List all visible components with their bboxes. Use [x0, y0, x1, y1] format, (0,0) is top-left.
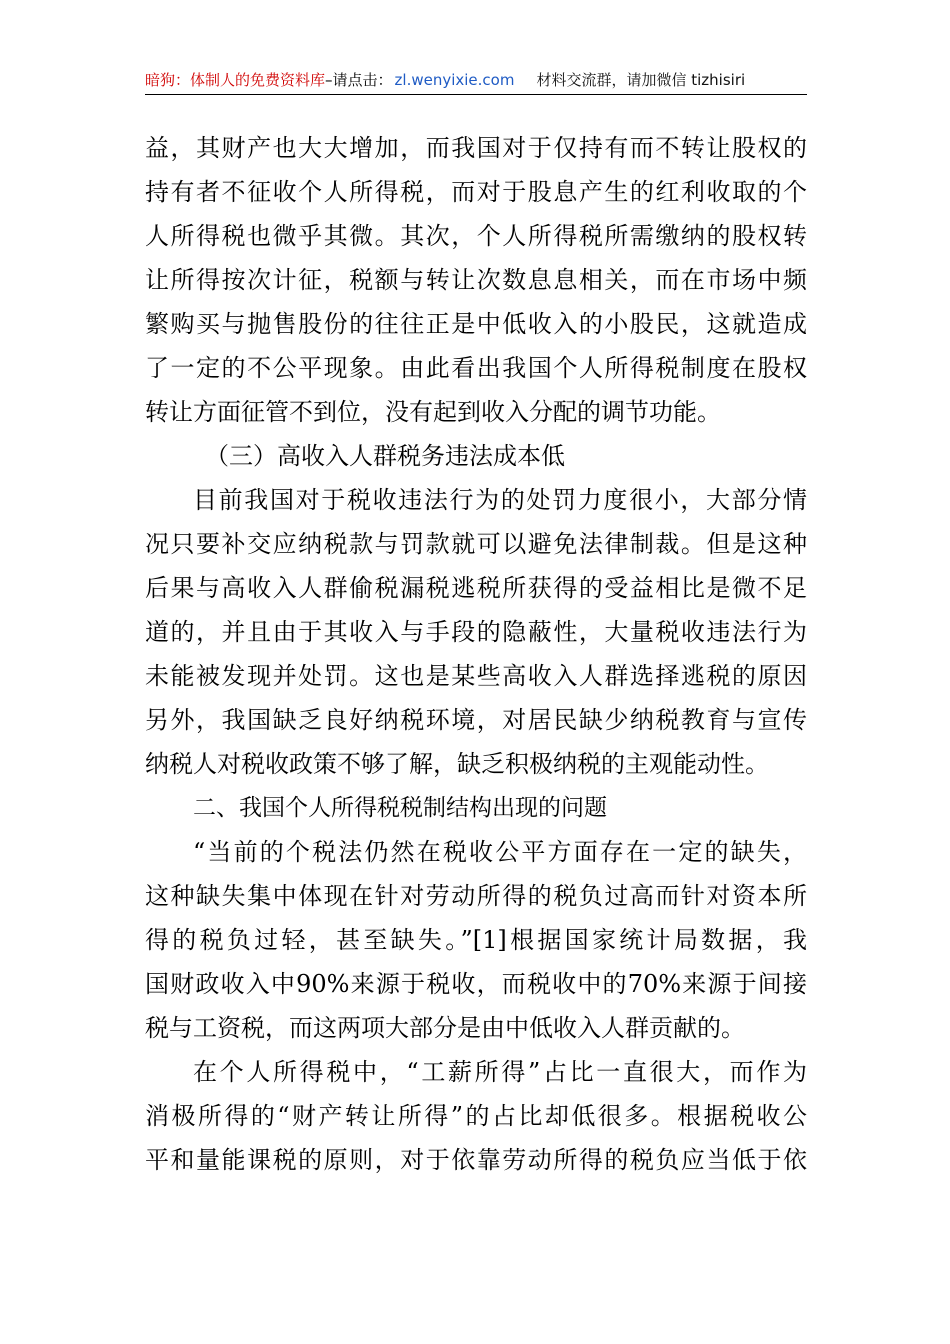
body-line: 得的税负过轻，甚至缺失。”[1]根据国家统计局数据，我	[145, 926, 807, 954]
section-heading: 二、我国个人所得税税制结构出现的问题	[193, 795, 607, 821]
subsection-heading: （三）高收入人群税务违法成本低	[205, 442, 565, 470]
body-line: 目前我国对于税收违法行为的处罚力度很小，大部分情	[193, 486, 807, 514]
page-header	[145, 68, 807, 95]
body-line: 平和量能课税的原则，对于依靠劳动所得的税负应当低于依	[145, 1146, 807, 1174]
header-site-name: 暗狗：体制人的免费资料库	[145, 71, 326, 89]
body-line: 后果与高收入人群偷税漏税逃税所获得的受益相比是微不足	[145, 574, 807, 602]
body-line: 未能被发现并处罚。这也是某些高收入人群选择逃税的原因	[145, 662, 807, 690]
body-line: 转让方面征管不到位，没有起到收入分配的调节功能。	[145, 398, 721, 426]
header-prompt: –请点击：	[325, 71, 393, 89]
header-wechat-note: 材料交流群，请加微信 tizhisiri	[536, 71, 746, 89]
document-body	[145, 126, 807, 1182]
body-line: 繁购买与抛售股份的往往正是中低收入的小股民，这就造成	[145, 310, 807, 338]
body-line: 况只要补交应纳税款与罚款就可以避免法律制裁。但是这种	[145, 530, 807, 558]
body-line: 纳税人对税收政策不够了解，缺乏积极纳税的主观能动性。	[145, 750, 769, 778]
body-line: 在个人所得税中，“工薪所得”占比一直很大，而作为	[193, 1058, 807, 1086]
body-line: 另外，我国缺乏良好纳税环境，对居民缺少纳税教育与宣传	[145, 706, 807, 734]
body-line: 国财政收入中90%来源于税收，而税收中的70%来源于间接	[145, 970, 807, 998]
body-line: 持有者不征收个人所得税，而对于股息产生的红利收取的个	[145, 178, 807, 206]
header-link[interactable]: zl.wenyixie.com	[394, 71, 515, 89]
body-line: 益，其财产也大大增加，而我国对于仅持有而不转让股权的	[145, 134, 807, 162]
body-line: 税与工资税，而这两项大部分是由中低收入人群贡献的。	[145, 1014, 745, 1042]
body-line: 人所得税也微乎其微。其次，个人所得税所需缴纳的股权转	[145, 222, 807, 250]
body-line: 了一定的不公平现象。由此看出我国个人所得税制度在股权	[145, 354, 807, 382]
body-line: 道的，并且由于其收入与手段的隐蔽性，大量税收违法行为	[145, 618, 807, 646]
body-line: “当前的个税法仍然在税收公平方面存在一定的缺失，	[193, 838, 807, 866]
body-line: 这种缺失集中体现在针对劳动所得的税负过高而针对资本所	[145, 882, 807, 910]
body-line: 消极所得的“财产转让所得”的占比却低很多。根据税收公	[145, 1102, 807, 1130]
body-line: 让所得按次计征，税额与转让次数息息相关，而在市场中频	[145, 266, 807, 294]
